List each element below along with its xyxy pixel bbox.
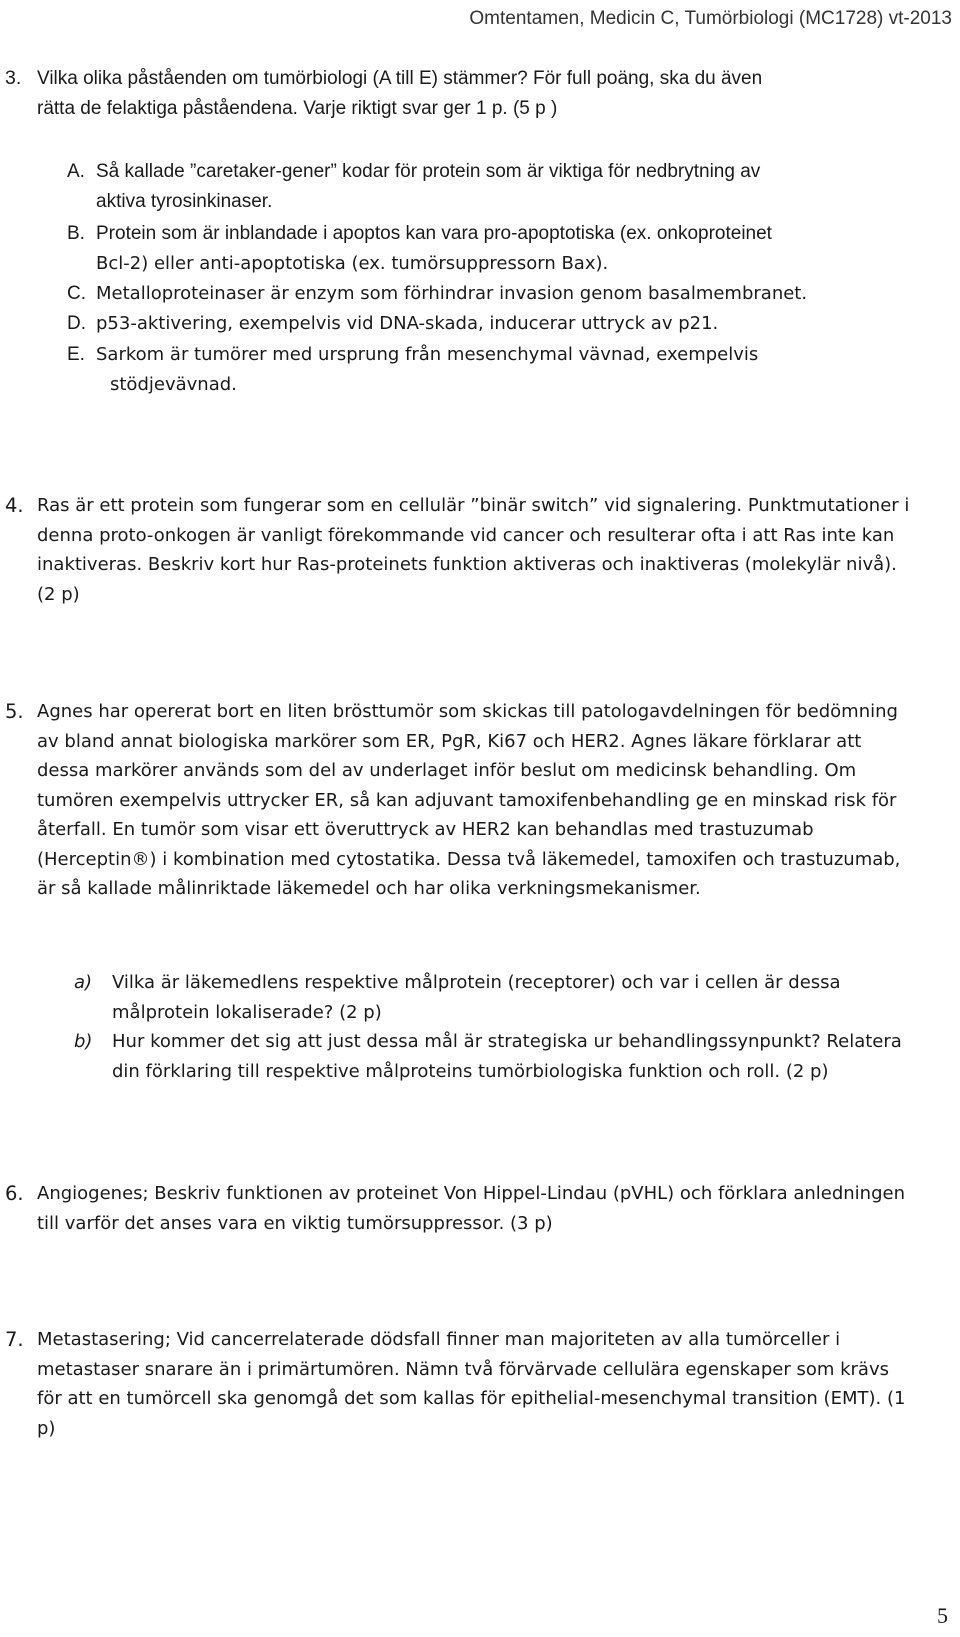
statement-b-line-1: Protein som är inblandade i apoptos kan vara pro-apoptotiska (ex. onkoproteinet [96, 223, 772, 244]
question-7-number: 7. [5, 1328, 24, 1351]
question-5-number: 5. [5, 700, 24, 723]
statement-a-line-2: aktiva tyrosinkinaser. [96, 191, 273, 212]
statement-e-line-2: stödjevävnad. [110, 374, 237, 395]
statement-a-line-1: Så kallade ”caretaker-gener” kodar för protein som är viktiga för nedbrytning av [96, 161, 761, 182]
question-4-number: 4. [5, 494, 24, 517]
question-3-line-1: Vilka olika påståenden om tumörbiologi (A till E) stämmer? För full poäng, ska du även [37, 68, 763, 89]
question-5-text: Agnes har opererat bort en liten brösttumör som skickas till patologavdelningen för bedömning av bland annat biologiska markörer som ER, PgR, Ki67 och HER2. Agnes läkare förklarar att dessa markörer används som del av underlaget inför beslut om medicinsk behandling. Om tumören exempelvis uttrycker ER, så kan adjuvant tamoxifenbehandling ge en minskad risk för återfall. En tumör som visar ett överuttryck av HER2 kan behandlas med trastuzumab (Herceptin®) i kombination med cytostatika. Dessa två läkemedel, tamoxifen och trastuzumab, är så kallade målinriktade läkemedel och har olika verkningsmekanismer. [37, 701, 901, 899]
question-5b-text: Hur kommer det sig att just dessa mål är strategiska ur behandlingssynpunkt? Relatera din förklaring till respektive målproteins tumörbiologiska funktion och roll. (2 p) [112, 1031, 902, 1082]
question-4-text: Ras är ett protein som fungerar som en cellulär ”binär switch” vid signalering. Punktmutationer i denna proto-onkogen är vanligt förekommande vid cancer och resulterar ofta i att Ras inte kan inaktiveras. Beskriv kort hur Ras-proteinets funktion aktiveras och inaktiveras (molekylär nivå). (2 p) [37, 495, 910, 605]
question-6-number: 6. [5, 1182, 24, 1205]
statement-c-line-1: Metalloproteinaser är enzym som förhindrar invasion genom basalmembranet. [96, 283, 808, 304]
question-6-text: Angiogenes; Beskriv funktionen av proteinet Von Hippel-Lindau (pVHL) och förklara anledningen till varför det anses vara en viktig tumörsuppressor. (3 p) [37, 1183, 905, 1234]
question-5a-text: Vilka är läkemedlens respektive målprotein (receptorer) och var i cellen är dessa målprotein lokaliserade? (2 p) [112, 972, 841, 1023]
question-3-number: 3. [5, 67, 22, 89]
statement-b-line-2: Bcl-2) eller anti-apoptotiska (ex. tumörsuppressorn Bax). [96, 253, 609, 274]
statement-d-line-1: p53-aktivering, exempelvis vid DNA-skada, inducerar uttryck av p21. [96, 313, 719, 334]
statement-c-label: C. [67, 283, 86, 304]
page-header: Omtentamen, Medicin C, Tumörbiologi (MC1728) vt-2013 [469, 8, 952, 29]
question-3-line-2: rätta de felaktiga påståendena. Varje riktigt svar ger 1 p. (5 p ) [37, 98, 558, 119]
statement-e-label: E. [67, 344, 85, 365]
statement-a-label: A. [67, 161, 85, 182]
statement-d-label: D. [67, 313, 86, 334]
page-number: 5 [937, 1603, 948, 1628]
statement-b-label: B. [67, 223, 85, 244]
statement-e-line-1: Sarkom är tumörer med ursprung från mesenchymal vävnad, exempelvis [96, 344, 759, 365]
question-7-text: Metastasering; Vid cancerrelaterade dödsfall finner man majoriteten av alla tumörceller i metastaser snarare än i primärtumören. Nämn två förvärvade cellulära egenskaper som krävs för att en tumörcell ska genomgå det som kallas för epithelial-mesenchymal transition (EMT). (1 p) [37, 1329, 906, 1439]
question-5b-label: b) [74, 1031, 93, 1052]
question-5a-label: a) [74, 972, 93, 993]
